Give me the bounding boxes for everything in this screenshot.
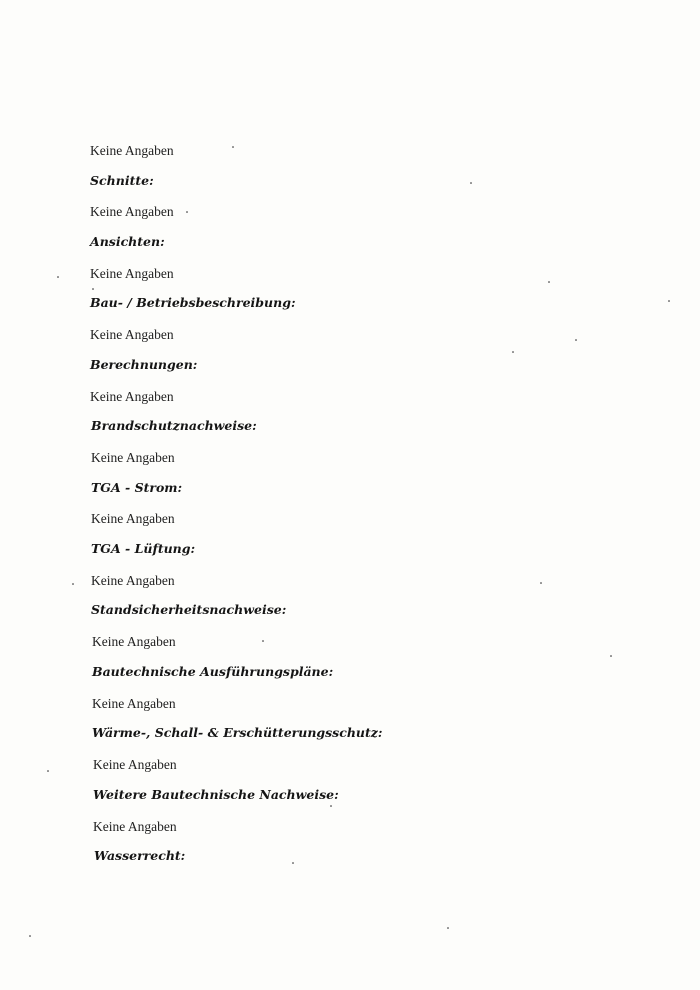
scan-speck xyxy=(610,655,612,657)
scan-speck xyxy=(668,300,670,302)
entry-value: Keine Angaben xyxy=(92,696,176,711)
entry-value: Keine Angaben xyxy=(93,819,177,834)
entry-value: Keine Angaben xyxy=(90,266,174,281)
entry-value: Keine Angaben xyxy=(91,450,175,465)
scan-speck xyxy=(47,770,49,772)
entry-value: Keine Angaben xyxy=(92,634,176,649)
scan-speck xyxy=(232,146,234,148)
section-heading-ausfuehrungsplaene: Bautechnische Ausführungspläne: xyxy=(92,664,334,679)
scan-speck xyxy=(330,805,332,807)
scan-speck xyxy=(292,862,294,864)
section-heading-tga-lueftung: TGA - Lüftung: xyxy=(91,541,196,556)
section-heading-berechnungen: Berechnungen: xyxy=(90,357,198,372)
section-heading-weitere-nachweise: Weitere Bautechnische Nachweise: xyxy=(93,787,339,802)
section-heading-betriebsbeschreibung: Bau- / Betriebsbeschreibung: xyxy=(90,295,296,310)
scan-speck xyxy=(186,211,188,213)
entry-value: Keine Angaben xyxy=(91,573,175,588)
scan-speck xyxy=(92,288,94,290)
entry-value: Keine Angaben xyxy=(91,511,175,526)
section-heading-standsicherheit: Standsicherheitsnachweise: xyxy=(91,602,287,617)
section-heading-tga-strom: TGA - Strom: xyxy=(91,480,183,495)
section-heading-ansichten: Ansichten: xyxy=(90,234,165,249)
scan-speck xyxy=(512,351,514,353)
scan-speck xyxy=(470,182,472,184)
scan-speck xyxy=(29,935,31,937)
section-heading-schnitte: Schnitte: xyxy=(90,173,154,188)
entry-value: Keine Angaben xyxy=(93,757,177,772)
section-heading-schallschutz: Wärme-, Schall- & Erschütterungsschutz: xyxy=(92,725,383,740)
scan-speck xyxy=(548,281,550,283)
entry-value: Keine Angaben xyxy=(90,327,174,342)
scan-speck xyxy=(72,583,74,585)
scan-speck xyxy=(57,276,59,278)
entry-value: Keine Angaben xyxy=(90,143,174,158)
section-heading-brandschutz: Brandschutznachweise: xyxy=(91,418,257,433)
entry-value: Keine Angaben xyxy=(90,389,174,404)
section-heading-wasserrecht: Wasserrecht: xyxy=(94,848,186,863)
scan-speck xyxy=(262,640,264,642)
scan-speck xyxy=(447,927,449,929)
entry-value: Keine Angaben xyxy=(90,204,174,219)
scan-speck xyxy=(540,582,542,584)
scan-speck xyxy=(575,339,577,341)
